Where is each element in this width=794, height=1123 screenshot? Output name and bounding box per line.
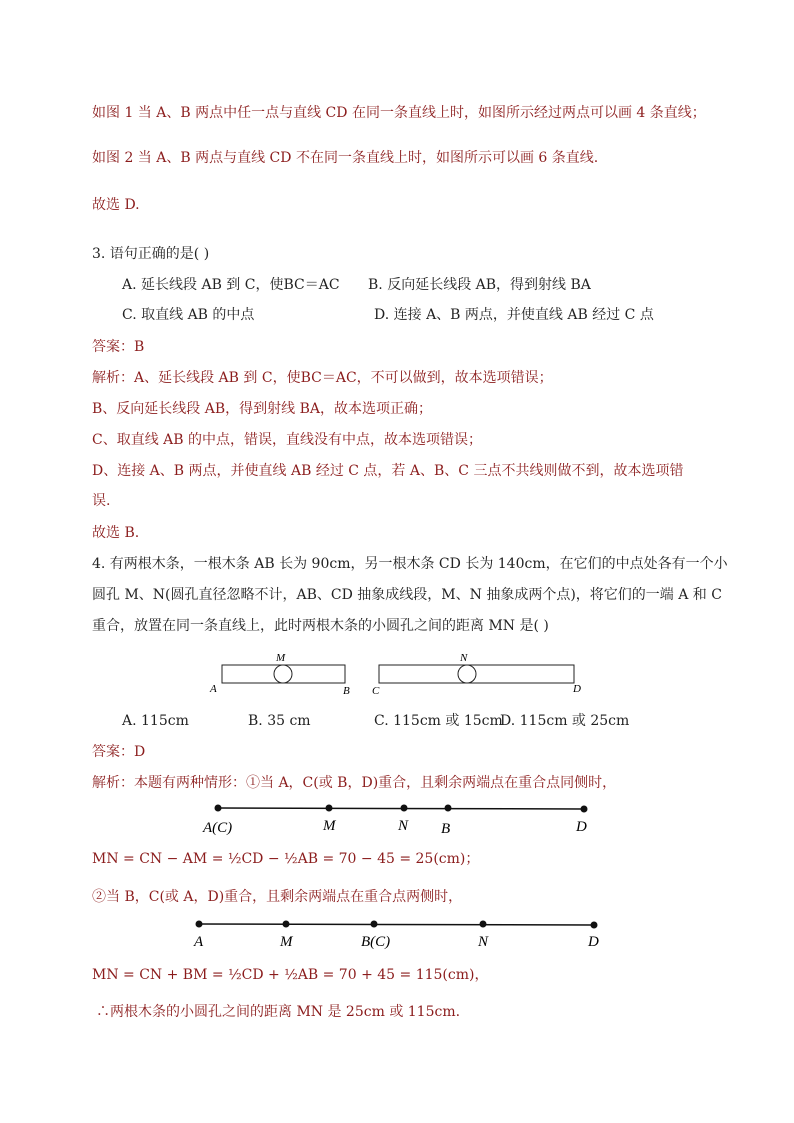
q4-formula-1: MN = CN − AM = ½CD − ½AB = 70 − 45 = 25(cm)； — [92, 851, 480, 867]
q4-option-d: D. 115cm 或 25cm — [500, 713, 630, 729]
q3-option-a: A. 延长线段 AB 到 C，使BC＝AC — [122, 277, 340, 293]
point-m3 — [283, 921, 290, 928]
q3-explanation-2: B、反向延长线段 AB，得到射线 BA，故本选项正确； — [92, 401, 432, 417]
q3-explanation-1: 解析：A、延长线段 AB 到 C，使BC＝AC，不可以做到，故本选项错误； — [92, 370, 553, 386]
q3-stem: 3. 语句正确的是( ) — [92, 246, 210, 262]
label-n2: N — [398, 818, 409, 834]
label-ac: A(C) — [203, 820, 233, 836]
q3-answer: 答案：B — [92, 339, 145, 355]
label-m: M — [276, 652, 286, 664]
q4-option-c: C. 115cm 或 15cm — [374, 713, 503, 729]
stick-cd — [372, 652, 581, 697]
label-m3: M — [280, 934, 293, 950]
q3-option-c: C. 取直线 AB 的中点 — [122, 307, 255, 323]
point-a-c — [215, 805, 222, 812]
point-n3 — [480, 921, 487, 928]
point-b-c — [371, 921, 378, 928]
label-a3: A — [194, 934, 204, 950]
label-bc: B(C) — [361, 934, 391, 950]
stick-ab — [209, 652, 350, 697]
point-m — [326, 805, 333, 812]
case2-line-figure — [185, 914, 605, 956]
prev-conclusion: 故选 D. — [92, 197, 140, 213]
point-d — [581, 806, 588, 813]
q3-conclusion: 故选 B. — [92, 525, 140, 541]
prev-explanation-line-2: 如图 2 当 A、B 两点与直线 CD 不在同一条直线上时，如图所示可以画 6 条直线. — [92, 150, 599, 166]
label-d: D — [573, 683, 581, 695]
q4-option-b: B. 35 cm — [248, 713, 311, 729]
q3-explanation-4-cont: 误. — [92, 493, 111, 509]
point-b — [445, 805, 452, 812]
q4-case-2: ②当 B，C(或 A，D)重合，且剩余两端点在重合点两侧时， — [92, 889, 463, 905]
point-a3 — [196, 921, 203, 928]
point-d3 — [591, 922, 598, 929]
point-n — [401, 805, 408, 812]
hole-n — [458, 665, 476, 683]
q4-stem-2: 圆孔 M、N(圆孔直径忽略不计，AB、CD 抽象成线段，M、N 抽象成两个点)，将它们的一端 A 和 C — [92, 587, 722, 603]
q3-explanation-3: C、取直线 AB 的中点，错误，直线没有中点，故本选项错误； — [92, 432, 483, 448]
label-n: N — [460, 652, 468, 664]
q4-explanation-intro: 解析：本题有两种情形：①当 A，C(或 B，D)重合，且剩余两端点在重合点同侧时， — [92, 775, 617, 791]
case1-line-figure — [195, 798, 605, 840]
label-b: B — [343, 685, 350, 697]
q4-answer: 答案：D — [92, 744, 146, 760]
hole-m — [274, 665, 292, 683]
label-n3: N — [478, 934, 489, 950]
label-b2: B — [441, 821, 451, 837]
label-d3: D — [588, 934, 599, 950]
label-c: C — [372, 685, 380, 697]
label-d2: D — [576, 819, 587, 835]
q3-explanation-4: D、连接 A、B 两点，并使直线 AB 经过 C 点，若 A、B、C 三点不共线则做不到，故本选项错 — [92, 463, 684, 479]
prev-explanation-line-1: 如图 1 当 A、B 两点中任一点与直线 CD 在同一条直线上时，如图所示经过两点可以画 4 条直线； — [92, 105, 706, 121]
label-a: A — [210, 683, 217, 695]
q4-stem-1: 4. 有两根木条，一根木条 AB 长为 90cm，另一根木条 CD 长为 140cm，在它们的中点处各有一个小 — [92, 556, 728, 572]
q3-option-b: B. 反向延长线段 AB，得到射线 BA — [368, 277, 591, 293]
q4-formula-2: MN = CN + BM = ½CD + ½AB = 70 + 45 = 115(cm)， — [92, 967, 489, 983]
q3-option-d: D. 连接 A、B 两点，并使直线 AB 经过 C 点 — [374, 307, 654, 323]
q4-conclusion: ∴两根木条的小圆孔之间的距离 MN 是 25cm 或 115cm. — [96, 1004, 461, 1020]
q4-stem-3: 重合，放置在同一条直线上，此时两根木条的小圆孔之间的距离 MN 是( ) — [92, 618, 549, 634]
q4-option-a: A. 115cm — [122, 713, 189, 729]
sticks-figure — [200, 645, 600, 700]
label-m2: M — [323, 818, 336, 834]
